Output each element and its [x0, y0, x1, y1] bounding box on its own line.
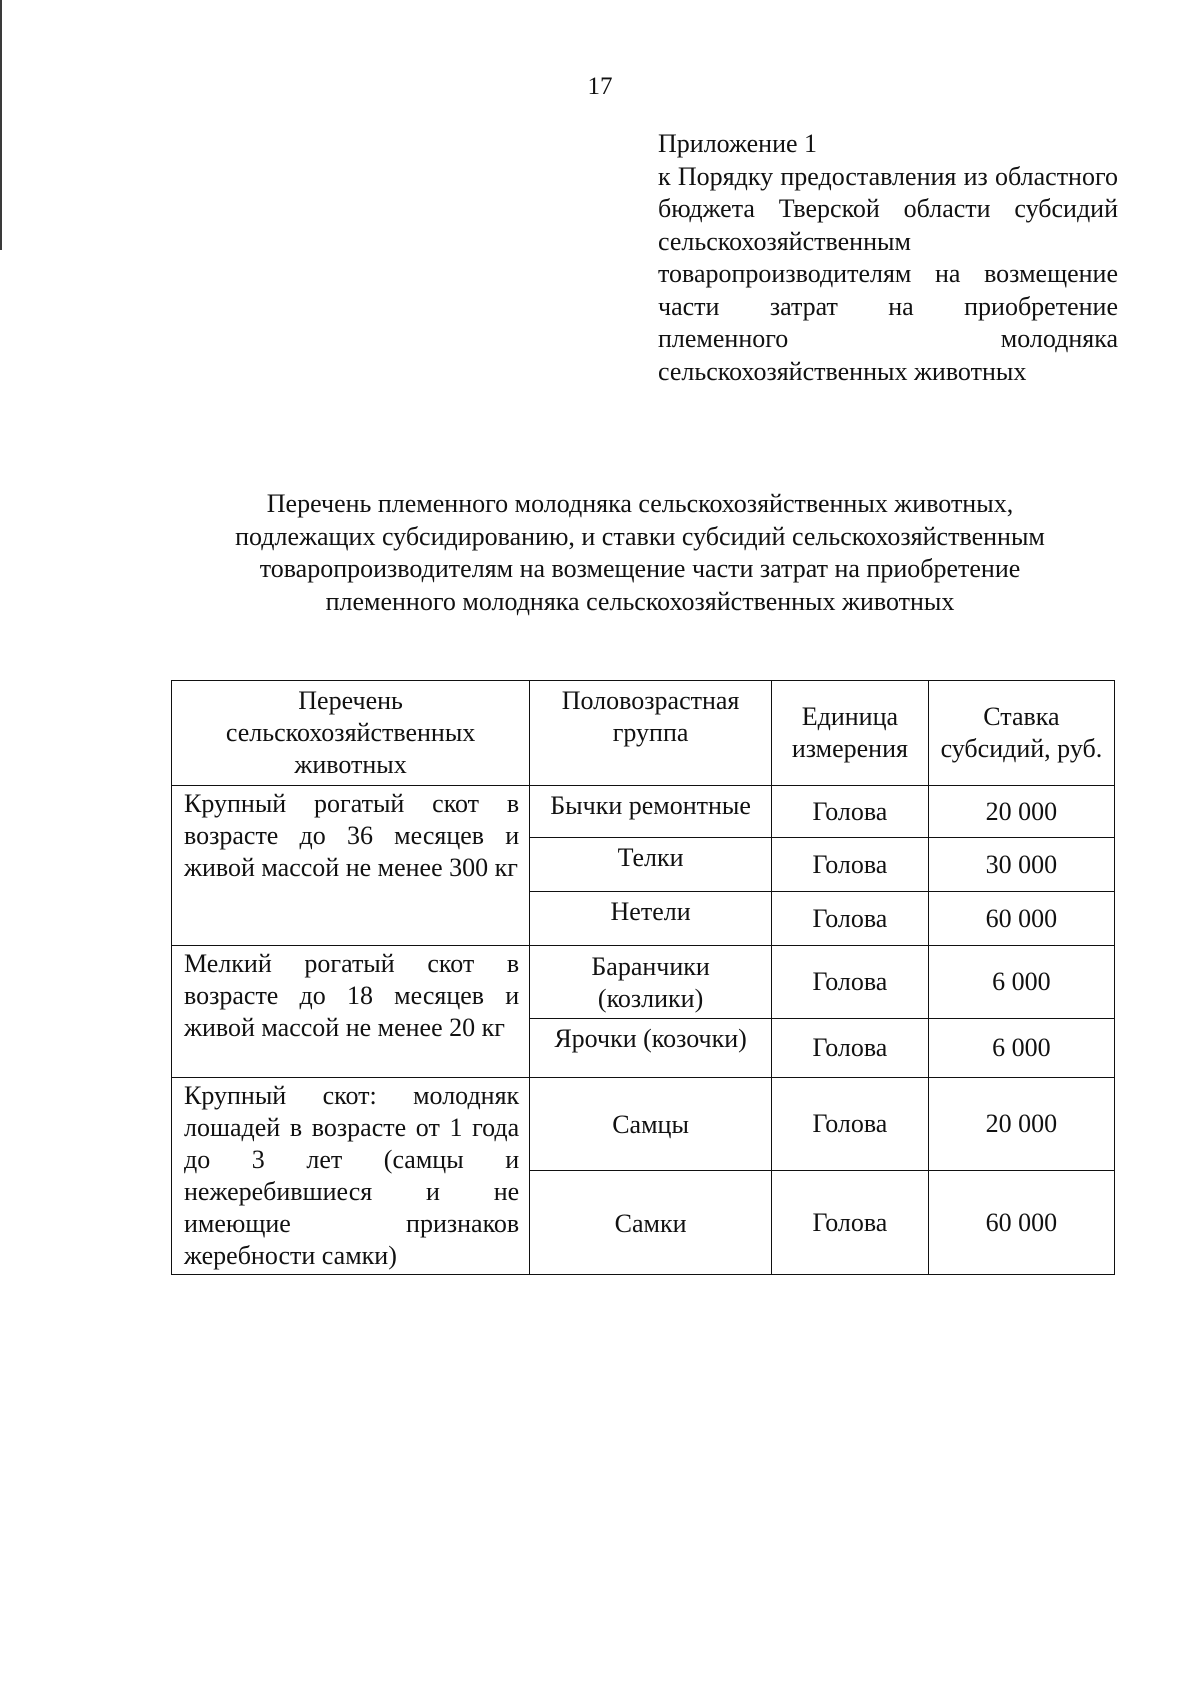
heading-line: подлежащих субсидированию, и ставки субсидий сельскохозяйственным [235, 521, 1045, 551]
unit-cell: Голова [771, 1078, 928, 1171]
header-animals: Перечень сельскохозяйственных животных [172, 681, 530, 786]
animal-cell: Крупный рогатый скот в возрасте до 36 месяцев и живой массой не менее 300 кг [172, 786, 530, 946]
rate-cell: 6 000 [928, 946, 1114, 1019]
animal-cell: Крупный скот: молодняк лошадей в возрасте от 1 года до 3 лет (самцы и нежеребившиеся и не имеющие признаков жеребности самки) [172, 1078, 530, 1275]
page-number: 17 [587, 73, 613, 100]
group-cell: Телки [530, 838, 772, 892]
rate-cell: 60 000 [928, 892, 1114, 946]
unit-cell: Голова [771, 838, 928, 892]
unit-cell: Голова [771, 1171, 928, 1275]
scan-edge-line [0, 0, 2, 250]
header-unit: Единица измерения [771, 681, 928, 786]
subsidy-table [171, 680, 1115, 1275]
unit-cell: Голова [771, 892, 928, 946]
rate-cell: 60 000 [928, 1171, 1114, 1275]
rate-cell: 6 000 [928, 1019, 1114, 1078]
table-row [172, 786, 1115, 838]
animal-cell: Мелкий рогатый скот в возрасте до 18 месяцев и живой массой не менее 20 кг [172, 946, 530, 1078]
unit-cell: Голова [771, 1019, 928, 1078]
group-cell: Баранчики (козлики) [530, 946, 772, 1019]
table-header-row [172, 681, 1115, 786]
group-cell: Ярочки (козочки) [530, 1019, 772, 1078]
appendix-text: к Порядку предоставления из областного бюджета Тверской области субсидий сельскохозяйственным товаропроизводителям на возмещение части затрат на приобретение племенного молодняка сельскохозяйственных животных [658, 161, 1118, 386]
heading-line: товаропроизводителям на возмещение части затрат на приобретение [259, 554, 1021, 583]
rate-cell: 20 000 [928, 1078, 1114, 1171]
header-group: Половозрастная группа [530, 681, 772, 786]
unit-cell: Голова [771, 946, 928, 1019]
unit-cell: Голова [771, 786, 928, 838]
rate-cell: 30 000 [928, 838, 1114, 892]
heading-line: Перечень племенного молодняка сельскохозяйственных животных, [266, 489, 1014, 518]
group-cell: Бычки ремонтные [530, 786, 772, 838]
rate-cell: 20 000 [928, 786, 1114, 838]
document-heading [175, 488, 1105, 618]
table-row [172, 946, 1115, 1019]
table-row [172, 1078, 1115, 1171]
group-cell: Нетели [530, 892, 772, 946]
group-cell: Самки [530, 1171, 772, 1275]
appendix-title: Приложение 1 [658, 129, 818, 158]
heading-line: племенного молодняка сельскохозяйственных животных [325, 586, 955, 616]
header-rate: Ставка субсидий, руб. [928, 681, 1114, 786]
group-cell: Самцы [530, 1078, 772, 1171]
appendix-block [658, 128, 1118, 388]
